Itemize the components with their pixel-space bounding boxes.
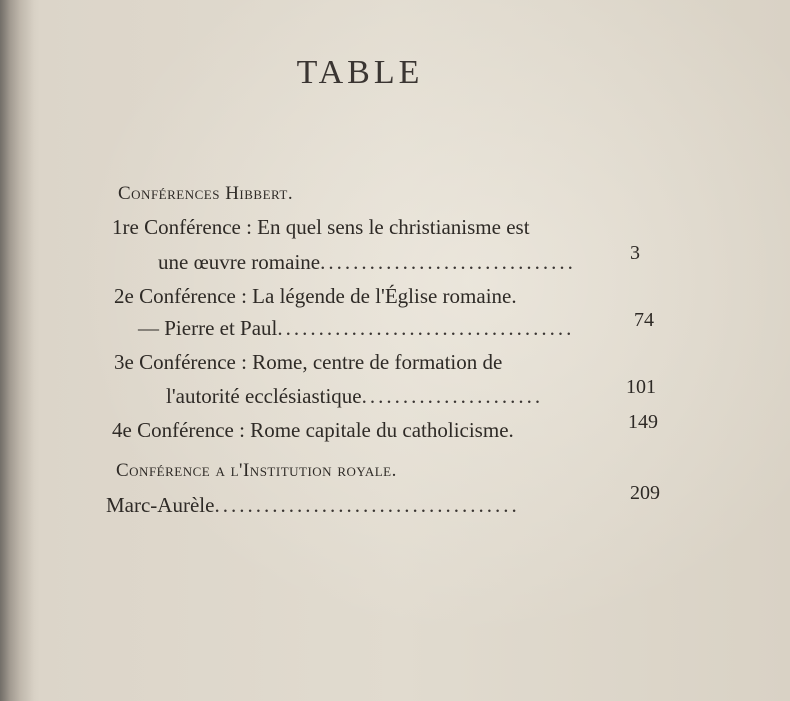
leader-dots: ..................................... bbox=[214, 493, 520, 517]
section-heading-hibbert: Conférences Hibbert. bbox=[118, 183, 294, 204]
final-entry-page: 209 bbox=[630, 482, 660, 504]
entry-4-page: 149 bbox=[628, 411, 658, 433]
section-heading-institution: Conférence a l'Institution royale. bbox=[116, 460, 397, 481]
entry-4-line1: 4e Conférence : Rome capitale du catholicisme. bbox=[112, 418, 514, 442]
final-entry bbox=[106, 493, 520, 518]
entry-2-page: 74 bbox=[634, 309, 654, 331]
entry-3-title-end: l'autorité ecclésiastique bbox=[166, 384, 362, 408]
leader-dots: .................................... bbox=[277, 316, 575, 340]
final-entry-title: Marc-Aurèle bbox=[106, 493, 215, 517]
entry-1-title-end: une œuvre romaine bbox=[158, 250, 321, 274]
entry-3-line2 bbox=[166, 384, 543, 409]
entry-2-line1: 2e Conférence : La légende de l'Église romaine. bbox=[114, 284, 517, 308]
entry-1-page: 3 bbox=[630, 242, 640, 264]
page-title: TABLE bbox=[296, 54, 424, 91]
leader-dots: ............................... bbox=[320, 250, 576, 274]
entry-2-title-end: — Pierre et Paul bbox=[138, 316, 278, 340]
entry-1-line1: 1re Conférence : En quel sens le christianisme est bbox=[112, 215, 530, 239]
entry-3-page: 101 bbox=[626, 376, 656, 398]
entry-1-line2 bbox=[158, 250, 576, 275]
leader-dots: ...................... bbox=[361, 384, 544, 408]
entry-3-line1: 3e Conférence : Rome, centre de formation de bbox=[114, 350, 503, 374]
page-gutter-shadow bbox=[0, 0, 34, 701]
entry-2-line2 bbox=[138, 316, 574, 341]
